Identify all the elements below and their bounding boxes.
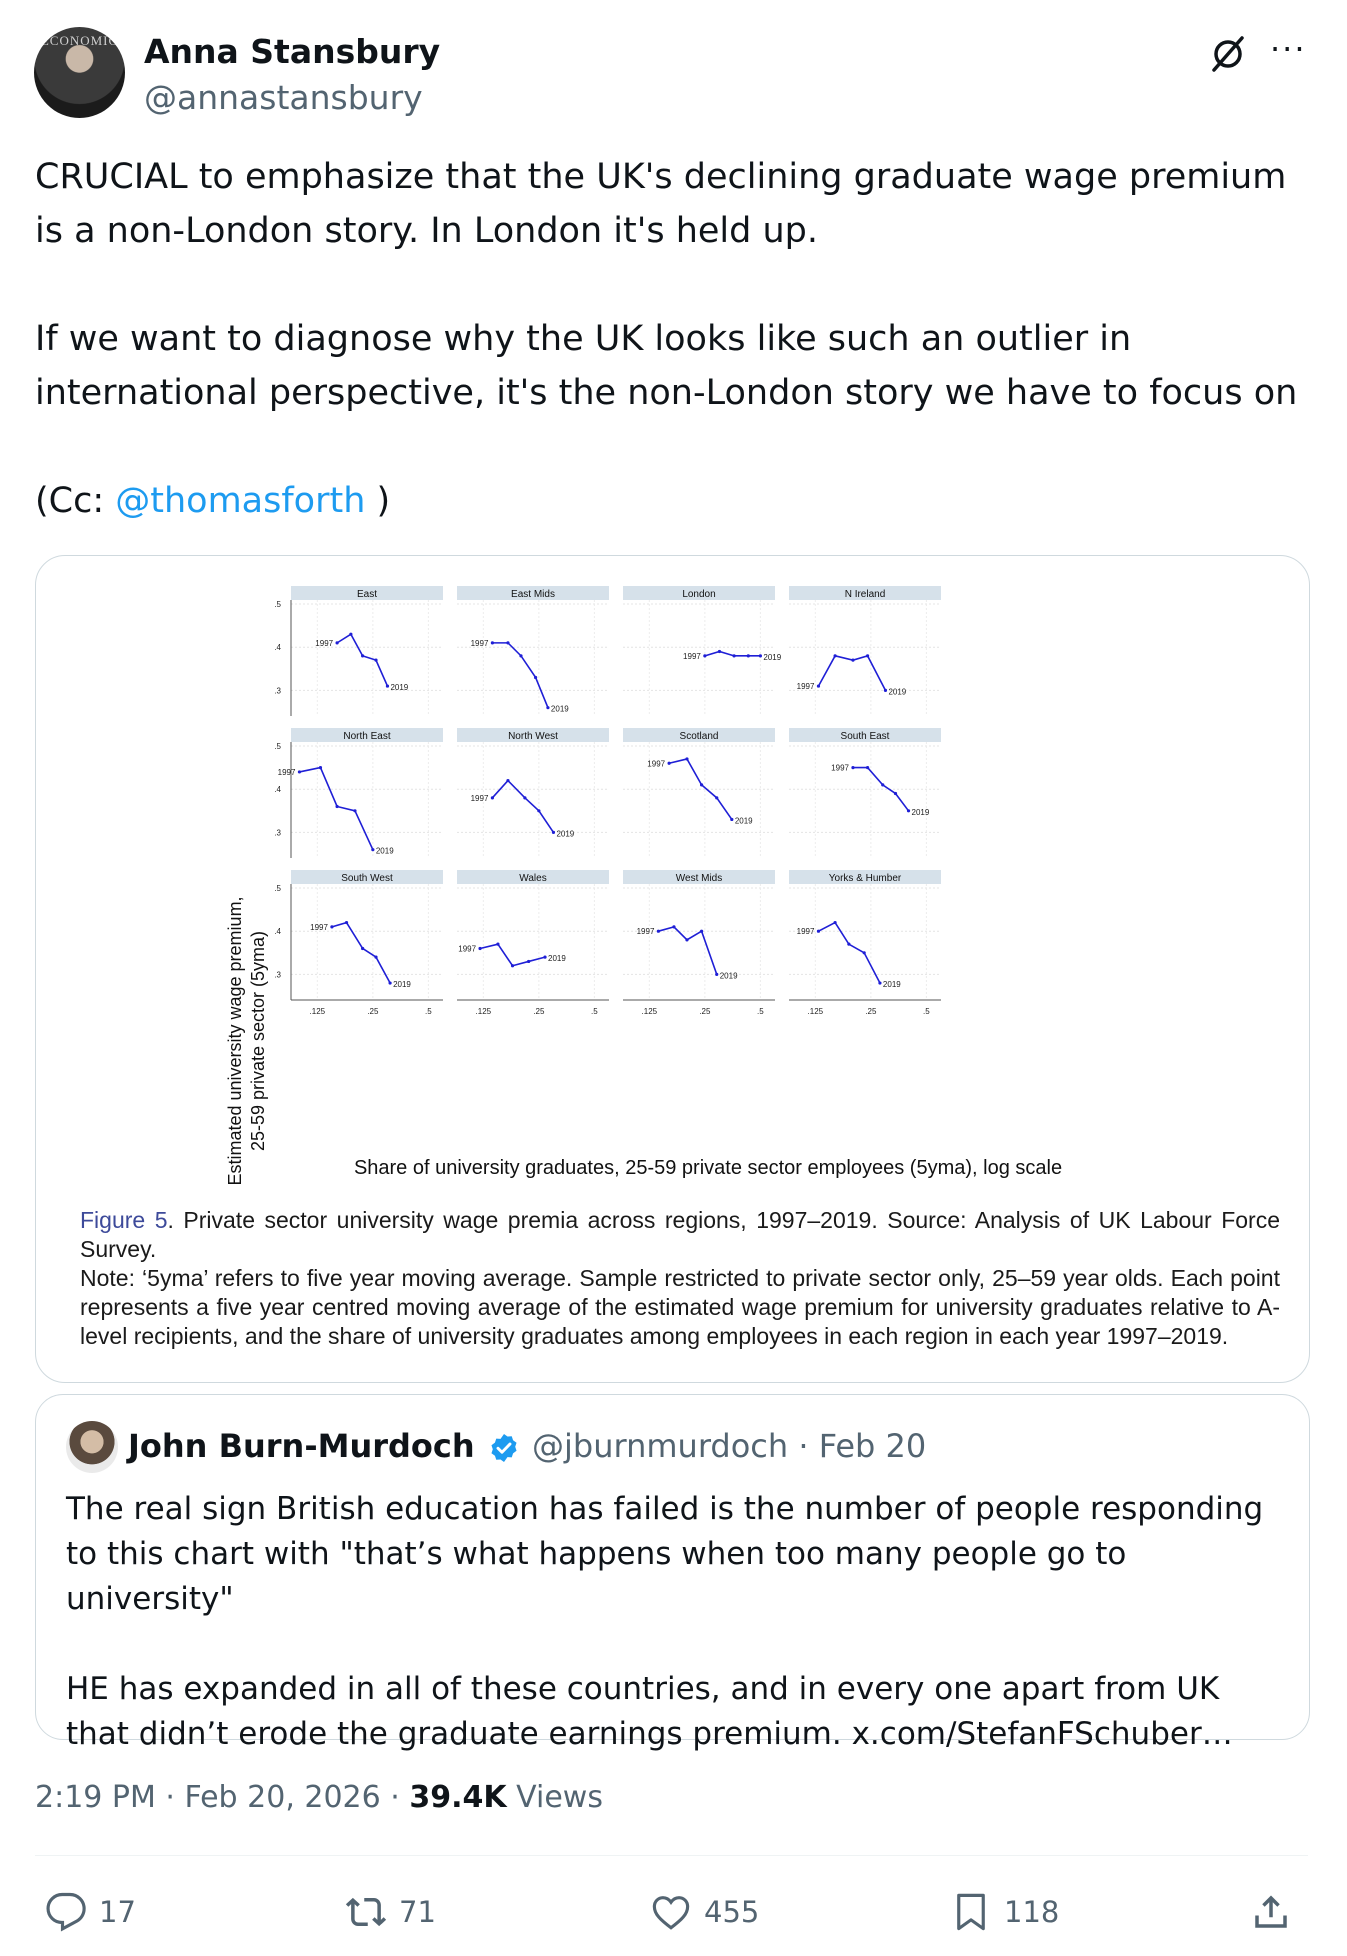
data-point — [894, 792, 897, 795]
x-tick-label: .25 — [699, 1007, 711, 1016]
panel-title: Wales — [519, 873, 547, 884]
cc-prefix: (Cc: — [35, 481, 116, 521]
year-label-end: 2019 — [882, 980, 901, 990]
data-point — [330, 925, 333, 928]
data-point — [685, 757, 688, 760]
share-button[interactable] — [1250, 1890, 1292, 1934]
data-point — [718, 650, 721, 653]
cc-suffix: ) — [365, 481, 391, 521]
data-point — [511, 964, 514, 967]
year-label-start: 1997 — [831, 763, 849, 773]
data-point — [866, 766, 869, 769]
x-tick-label: .125 — [641, 1007, 658, 1016]
data-point — [546, 706, 549, 709]
data-point — [388, 981, 391, 984]
data-point — [543, 956, 546, 959]
year-label-start: 1997 — [796, 682, 815, 692]
panel-title: N Ireland — [844, 589, 886, 600]
data-point — [851, 659, 854, 662]
mention-link[interactable]: @thomasforth — [115, 481, 366, 521]
verified-badge-icon — [488, 1432, 520, 1464]
data-point — [730, 818, 733, 821]
quoted-author-handle-date[interactable]: @jburnmurdoch · Feb 20 — [532, 1427, 927, 1465]
year-label-end: 2019 — [556, 829, 575, 839]
tweet-paragraph-1: CRUCIAL to emphasize that the UK's declining graduate wage premium is a non-London story. In London it's held up. — [35, 157, 1287, 251]
year-label-start: 1997 — [315, 638, 334, 648]
data-point — [884, 689, 887, 692]
x-tick-label: .5 — [923, 1007, 930, 1016]
data-point — [335, 641, 338, 644]
data-point — [534, 676, 537, 679]
reply-button[interactable] — [45, 1890, 136, 1934]
panel-title: East — [356, 589, 378, 600]
panel-title: Scotland — [679, 731, 719, 742]
data-point — [519, 654, 522, 657]
data-point — [833, 921, 836, 924]
timestamp[interactable]: 2:19 PM · Feb 20, 2026 · — [35, 1780, 410, 1815]
data-point — [759, 654, 762, 657]
y-tick-label: .4 — [274, 785, 281, 795]
y-tick-label: .3 — [274, 828, 281, 838]
y-axis-label-line1: Estimated university wage premium, — [225, 896, 245, 1186]
year-label-end: 2019 — [393, 980, 411, 990]
like-count: 455 — [704, 1895, 760, 1929]
data-point — [319, 766, 322, 769]
tweet-media-image[interactable] — [35, 555, 1310, 1383]
tweet-meta — [35, 1780, 603, 1815]
year-label-start: 1997 — [683, 651, 701, 661]
data-point — [349, 633, 352, 636]
data-point — [700, 783, 703, 786]
grok-icon[interactable] — [1208, 34, 1248, 74]
like-button[interactable] — [650, 1890, 759, 1934]
series-line — [480, 944, 545, 966]
figure-chart — [36, 556, 1309, 1196]
year-label-end: 2019 — [375, 846, 394, 856]
data-point — [715, 796, 718, 799]
more-icon[interactable]: ··· — [1270, 30, 1307, 68]
y-axis-label-line2: 25-59 private sector (5yma) — [248, 930, 268, 1152]
year-label-start: 1997 — [310, 922, 328, 932]
year-label-end: 2019 — [763, 652, 782, 662]
x-tick-label: .25 — [533, 1007, 545, 1016]
tweet-paragraph-2: If we want to diagnose why the UK looks like such an outlier in international perspective, it's the non-London story we have to focus on — [35, 319, 1298, 413]
series-line — [492, 781, 553, 833]
data-point — [667, 762, 670, 765]
x-tick-label: .5 — [425, 1007, 432, 1016]
panel-title: Yorks & Humber — [828, 873, 902, 884]
reply-icon — [45, 1891, 87, 1933]
data-point — [817, 684, 820, 687]
data-point — [552, 831, 555, 834]
bookmark-count: 118 — [1004, 1895, 1060, 1929]
bookmark-icon — [950, 1891, 992, 1933]
share-icon — [1250, 1891, 1292, 1933]
year-label-start: 1997 — [458, 944, 477, 954]
data-point — [523, 796, 526, 799]
data-point — [491, 641, 494, 644]
data-point — [527, 960, 530, 963]
figure-caption — [80, 1206, 1280, 1351]
data-point — [700, 930, 703, 933]
repost-button[interactable] — [345, 1890, 436, 1934]
series-line — [658, 927, 716, 975]
data-point — [537, 809, 540, 812]
year-label-end: 2019 — [548, 954, 566, 964]
quoted-tweet-text — [66, 1487, 1276, 1757]
data-point — [833, 654, 836, 657]
y-tick-label: .5 — [274, 600, 281, 609]
data-point — [672, 925, 675, 928]
year-label-start: 1997 — [636, 927, 655, 937]
data-point — [657, 930, 660, 933]
y-tick-label: .3 — [274, 686, 281, 696]
y-tick-label: .4 — [274, 927, 281, 937]
x-tick-label: .5 — [591, 1007, 598, 1016]
data-point — [817, 930, 820, 933]
data-point — [386, 684, 389, 687]
author-name[interactable]: Anna Stansbury — [144, 32, 441, 71]
data-point — [374, 659, 377, 662]
views-label: Views — [506, 1780, 603, 1815]
repost-icon — [345, 1891, 387, 1933]
quoted-author-avatar[interactable] — [66, 1421, 118, 1473]
series-line — [492, 643, 548, 708]
panel-title: South East — [840, 731, 890, 742]
data-point — [491, 796, 494, 799]
series-line — [299, 768, 372, 850]
x-tick-label: .125 — [807, 1007, 824, 1016]
data-point — [361, 654, 364, 657]
x-tick-label: .125 — [309, 1007, 326, 1016]
panel-title: North West — [508, 731, 558, 742]
data-point — [478, 947, 481, 950]
y-tick-label: .5 — [274, 742, 281, 751]
year-label-start: 1997 — [796, 927, 815, 937]
data-point — [685, 938, 688, 941]
y-tick-label: .4 — [274, 643, 281, 653]
caption-note: Note: ‘5yma’ refers to five year moving average. Sample restricted to private sector only, 25–59 year olds. Each point represents a five year centred moving average of the estimated wage premium for university graduates relative to A-level recipients, and the share of university graduates among employees in each region in each year 1997–2019. — [80, 1265, 1280, 1349]
year-label-end: 2019 — [888, 687, 907, 697]
avatar-masthead-text: ECONOMIC — [40, 33, 119, 48]
quoted-tweet[interactable] — [35, 1394, 1310, 1752]
caption-title — [80, 1206, 1280, 1264]
y-tick-label: .5 — [274, 884, 281, 893]
tweet-text — [35, 150, 1315, 528]
data-point — [506, 779, 509, 782]
bookmark-button[interactable] — [950, 1890, 1059, 1934]
quoted-paragraph-1: The real sign British education has failed is the number of people responding to this chart with "that’s what happens when too many people go to university" — [66, 1491, 1264, 1617]
data-point — [715, 973, 718, 976]
x-tick-label: .25 — [865, 1007, 877, 1016]
year-label-start: 1997 — [647, 759, 666, 769]
quoted-paragraph-2: HE has expanded in all of these countries, and in every one apart from UK that didn’t erode the graduate earnings premium. x.com/StefanFSchuber… — [66, 1671, 1233, 1752]
data-point — [851, 766, 854, 769]
author-handle[interactable]: @annastansbury — [144, 78, 423, 117]
series-line — [337, 634, 387, 686]
year-label-end: 2019 — [734, 816, 753, 826]
tweet-paragraph-3 — [35, 474, 1315, 528]
year-label-end: 2019 — [719, 971, 738, 981]
x-tick-label: .125 — [475, 1007, 492, 1016]
data-point — [847, 943, 850, 946]
repost-count: 71 — [399, 1895, 436, 1929]
data-point — [866, 654, 869, 657]
data-point — [878, 981, 881, 984]
year-label-start: 1997 — [470, 793, 489, 803]
panel-title: North East — [343, 731, 391, 742]
year-label-start: 1997 — [277, 767, 296, 777]
y-tick-label: .3 — [274, 970, 281, 980]
data-point — [371, 848, 374, 851]
data-point — [496, 943, 499, 946]
data-point — [298, 770, 301, 773]
like-icon — [650, 1891, 692, 1933]
x-tick-label: .5 — [757, 1007, 764, 1016]
data-point — [732, 654, 735, 657]
panel-title: South West — [341, 873, 393, 884]
data-point — [374, 956, 377, 959]
data-point — [747, 654, 750, 657]
views-count: 39.4K — [409, 1780, 507, 1815]
data-point — [345, 921, 348, 924]
panel-title: London — [682, 589, 716, 600]
year-label-start: 1997 — [470, 638, 489, 648]
x-tick-label: .25 — [367, 1007, 379, 1016]
author-avatar[interactable] — [34, 27, 125, 118]
x-axis-label: Share of university graduates, 25-59 private sector employees (5yma), log scale — [353, 1157, 1063, 1179]
divider — [35, 1855, 1308, 1856]
data-point — [863, 951, 866, 954]
data-point — [881, 783, 884, 786]
reply-count: 17 — [99, 1895, 136, 1929]
data-point — [703, 654, 706, 657]
year-label-end: 2019 — [911, 807, 930, 817]
data-point — [335, 805, 338, 808]
panel-title: West Mids — [675, 873, 723, 884]
panel-title: East Mids — [511, 589, 555, 600]
year-label-end: 2019 — [390, 683, 409, 693]
quoted-author-name[interactable]: John Burn-Murdoch — [128, 1427, 475, 1465]
data-point — [361, 947, 364, 950]
caption-title-text: . Private sector university wage premia across regions, 1997–2019. Source: Analysis of UK Labour Force Survey. — [80, 1207, 1280, 1262]
data-point — [506, 641, 509, 644]
data-point — [907, 809, 910, 812]
year-label-end: 2019 — [550, 704, 569, 714]
data-point — [353, 809, 356, 812]
figure-label: Figure 5 — [80, 1207, 168, 1233]
